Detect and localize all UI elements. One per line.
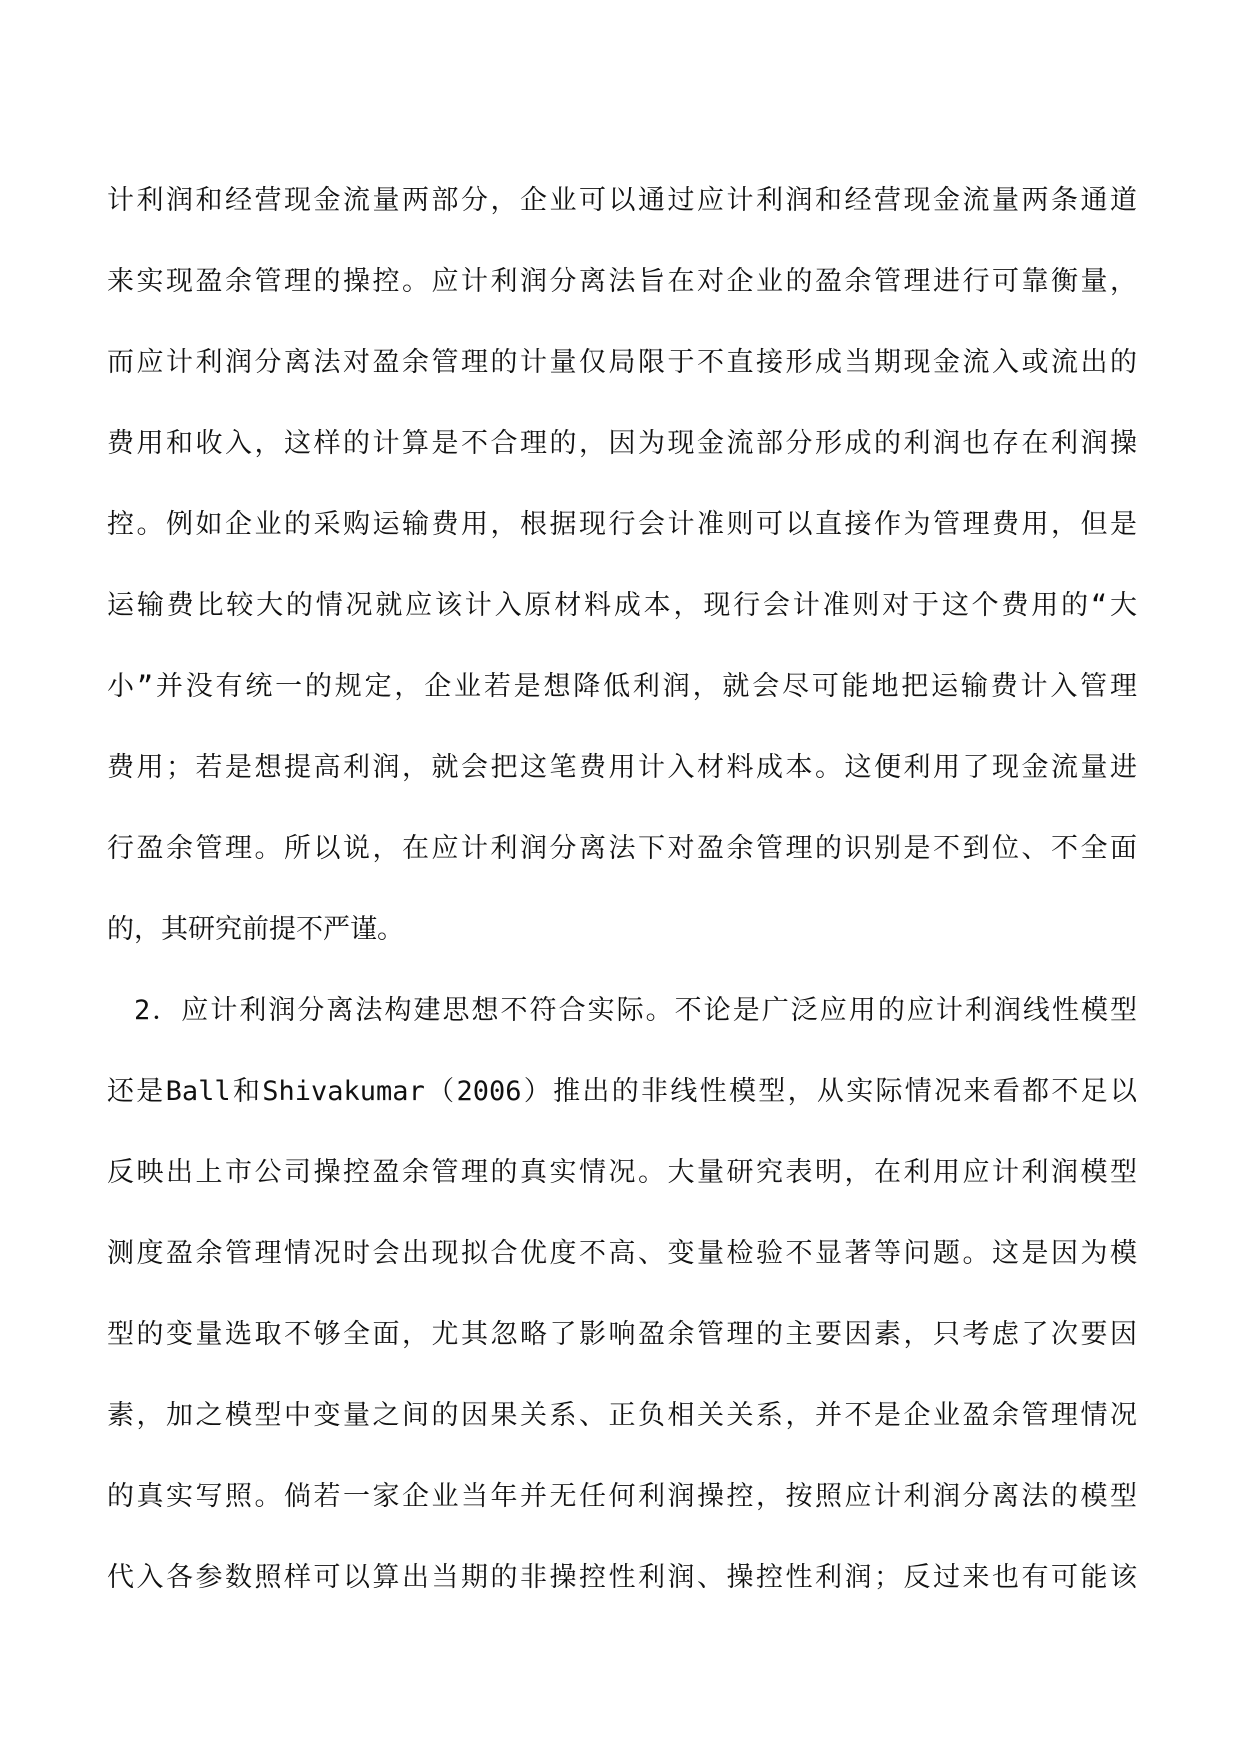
text-line: 素，加之模型中变量之间的因果关系、正负相关关系，并不是企业盈余管理情况 bbox=[107, 1400, 1137, 1431]
text-line: 的，其研究前提不严谨。 bbox=[107, 914, 404, 945]
text-line: 费用和收入，这样的计算是不合理的，因为现金流部分形成的利润也存在利润操 bbox=[107, 428, 1137, 459]
text-line: 2．应计利润分离法构建思想不符合实际。不论是广泛应用的应计利润线性模型 bbox=[134, 995, 1137, 1026]
text-line: 来实现盈余管理的操控。应计利润分离法旨在对企业的盈余管理进行可靠衡量， bbox=[107, 266, 1137, 297]
text-line: 代入各参数照样可以算出当期的非操控性利润、操控性利润；反过来也有可能该 bbox=[107, 1562, 1137, 1593]
text-line: 计利润和经营现金流量两部分，企业可以通过应计利润和经营现金流量两条通道 bbox=[107, 185, 1137, 216]
body-text bbox=[107, 160, 1137, 1618]
paragraph-1 bbox=[107, 160, 1137, 970]
text-line: 反映出上市公司操控盈余管理的真实情况。大量研究表明，在利用应计利润模型 bbox=[107, 1157, 1137, 1188]
text-line: 的真实写照。倘若一家企业当年并无任何利润操控，按照应计利润分离法的模型 bbox=[107, 1481, 1137, 1512]
text-line: 小”并没有统一的规定，企业若是想降低利润，就会尽可能地把运输费计入管理 bbox=[107, 671, 1137, 702]
text-line: 运输费比较大的情况就应该计入原材料成本，现行会计准则对于这个费用的“大 bbox=[107, 590, 1137, 621]
text-line: 行盈余管理。所以说，在应计利润分离法下对盈余管理的识别是不到位、不全面 bbox=[107, 833, 1137, 864]
paragraph-2 bbox=[107, 970, 1137, 1618]
text-line: 而应计利润分离法对盈余管理的计量仅局限于不直接形成当期现金流入或流出的 bbox=[107, 347, 1137, 378]
text-line: 控。例如企业的采购运输费用，根据现行会计准则可以直接作为管理费用，但是 bbox=[107, 509, 1137, 540]
text-line: 型的变量选取不够全面，尤其忽略了影响盈余管理的主要因素，只考虑了次要因 bbox=[107, 1319, 1137, 1350]
text-line: 测度盈余管理情况时会出现拟合优度不高、变量检验不显著等问题。这是因为模 bbox=[107, 1238, 1137, 1269]
text-line: 还是Ball和Shivakumar（2006）推出的非线性模型，从实际情况来看都不足以 bbox=[107, 1076, 1137, 1107]
text-line: 费用；若是想提高利润，就会把这笔费用计入材料成本。这便利用了现金流量进 bbox=[107, 752, 1137, 783]
